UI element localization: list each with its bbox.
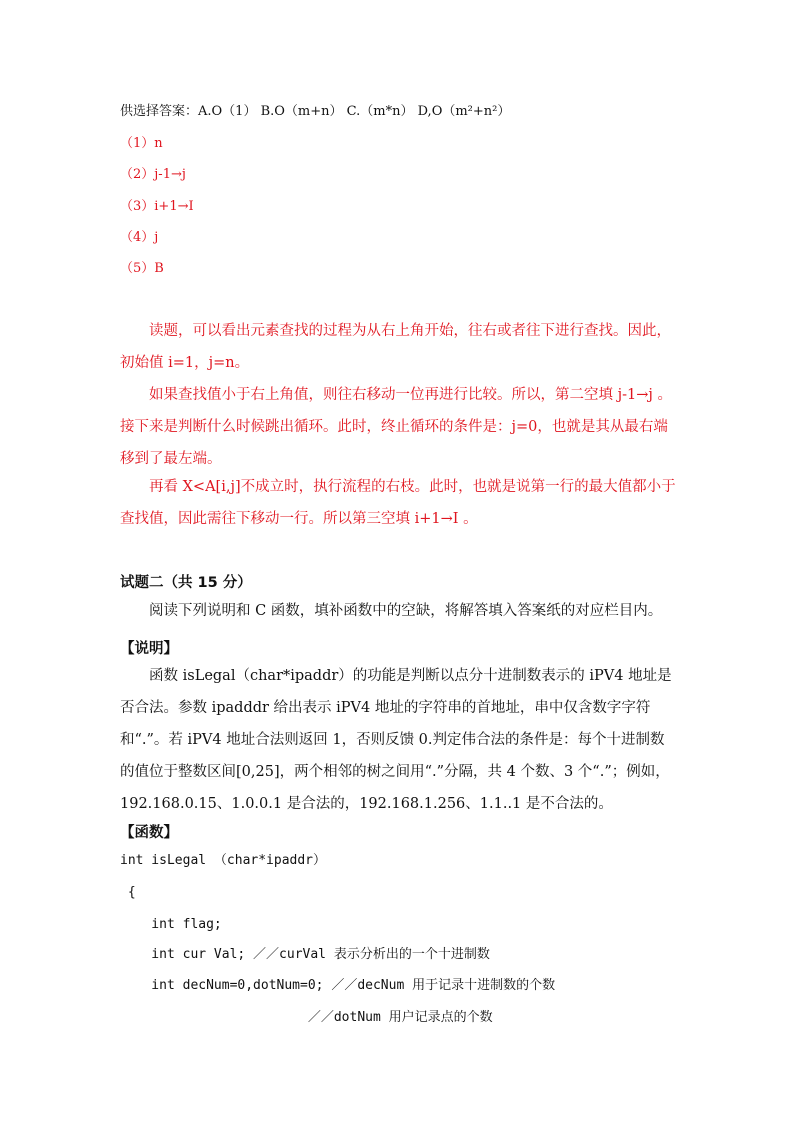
explanation-text: 再看 X<A[i,j]不成立时，执行流程的右枝。此时，也就是说第一行的最大值都小于查找值，因此需往下移动一行。所以第三空填 i+1→I 。 [120,479,676,527]
explanation-paragraph [120,315,676,379]
code-line: int cur Val; ／／curVal 表示分析出的一个十进制数 [120,947,490,962]
note-text: 函数 isLegal（char*ipaddr）的功能是判断以点分十进制数表示的 iPV4 地址是否合法。参数 ipadddr 给出表示 iPV4 地址的字符串的首地址，串中仅含数字字符和“.”。若 iPV4 地址合法则返回 1，否则反馈 0.判定伟合法的条件是：每个十进制数的值位于整数区间[0,25]，两个相邻的树之间用“.”分隔，共 4 个数、3 个“.”；例如，192.168.0.15、1.0.0.1 是合法的，192.168.1.256、1.1..1 是不合法的。 [120,668,672,812]
note-paragraph [120,660,676,820]
code-line: int flag; [120,917,222,932]
section-title: 试题二（共 15 分） [120,575,252,591]
options-line: 供选择答案：A.O（1） B.O（m+n） C.（m*n） D,O（m²+n²） [120,104,511,119]
answer-item: （3）i+1→I [120,199,194,214]
note-heading: 【说明】 [120,641,178,657]
answer-item: （5）B [120,261,164,276]
code-line: { [120,885,136,900]
intro-text: 阅读下列说明和 C 函数，填补函数中的空缺，将解答填入答案纸的对应栏目内。 [149,603,663,619]
explanation-paragraph [120,379,676,475]
explanation-text: 如果查找值小于右上角值，则往右移动一位再进行比较。所以，第二空填 j-1→j 。接下来是判断什么时候跳出循环。此时，终止循环的条件是：j=0，也就是其从最右端移到了最左端。 [120,387,672,467]
explanation-paragraph [120,471,676,535]
answer-item: （4）j [120,230,159,245]
answer-item: （1）n [120,136,163,151]
code-line: int decNum=0,dotNum=0; ／／decNum 用于记录十进制数的个数 [120,978,556,993]
function-heading: 【函数】 [120,825,178,841]
answer-item: （2）j-1→j [120,167,186,182]
explanation-text: 读题，可以看出元素查找的过程为从右上角开始，往右或者往下进行查找。因此，初始值 i=1，j=n。 [120,323,671,371]
intro-paragraph [120,595,676,627]
code-line: int isLegal （char*ipaddr） [120,853,327,868]
code-line: ／／dotNum 用户记录点的个数 [120,1010,493,1025]
